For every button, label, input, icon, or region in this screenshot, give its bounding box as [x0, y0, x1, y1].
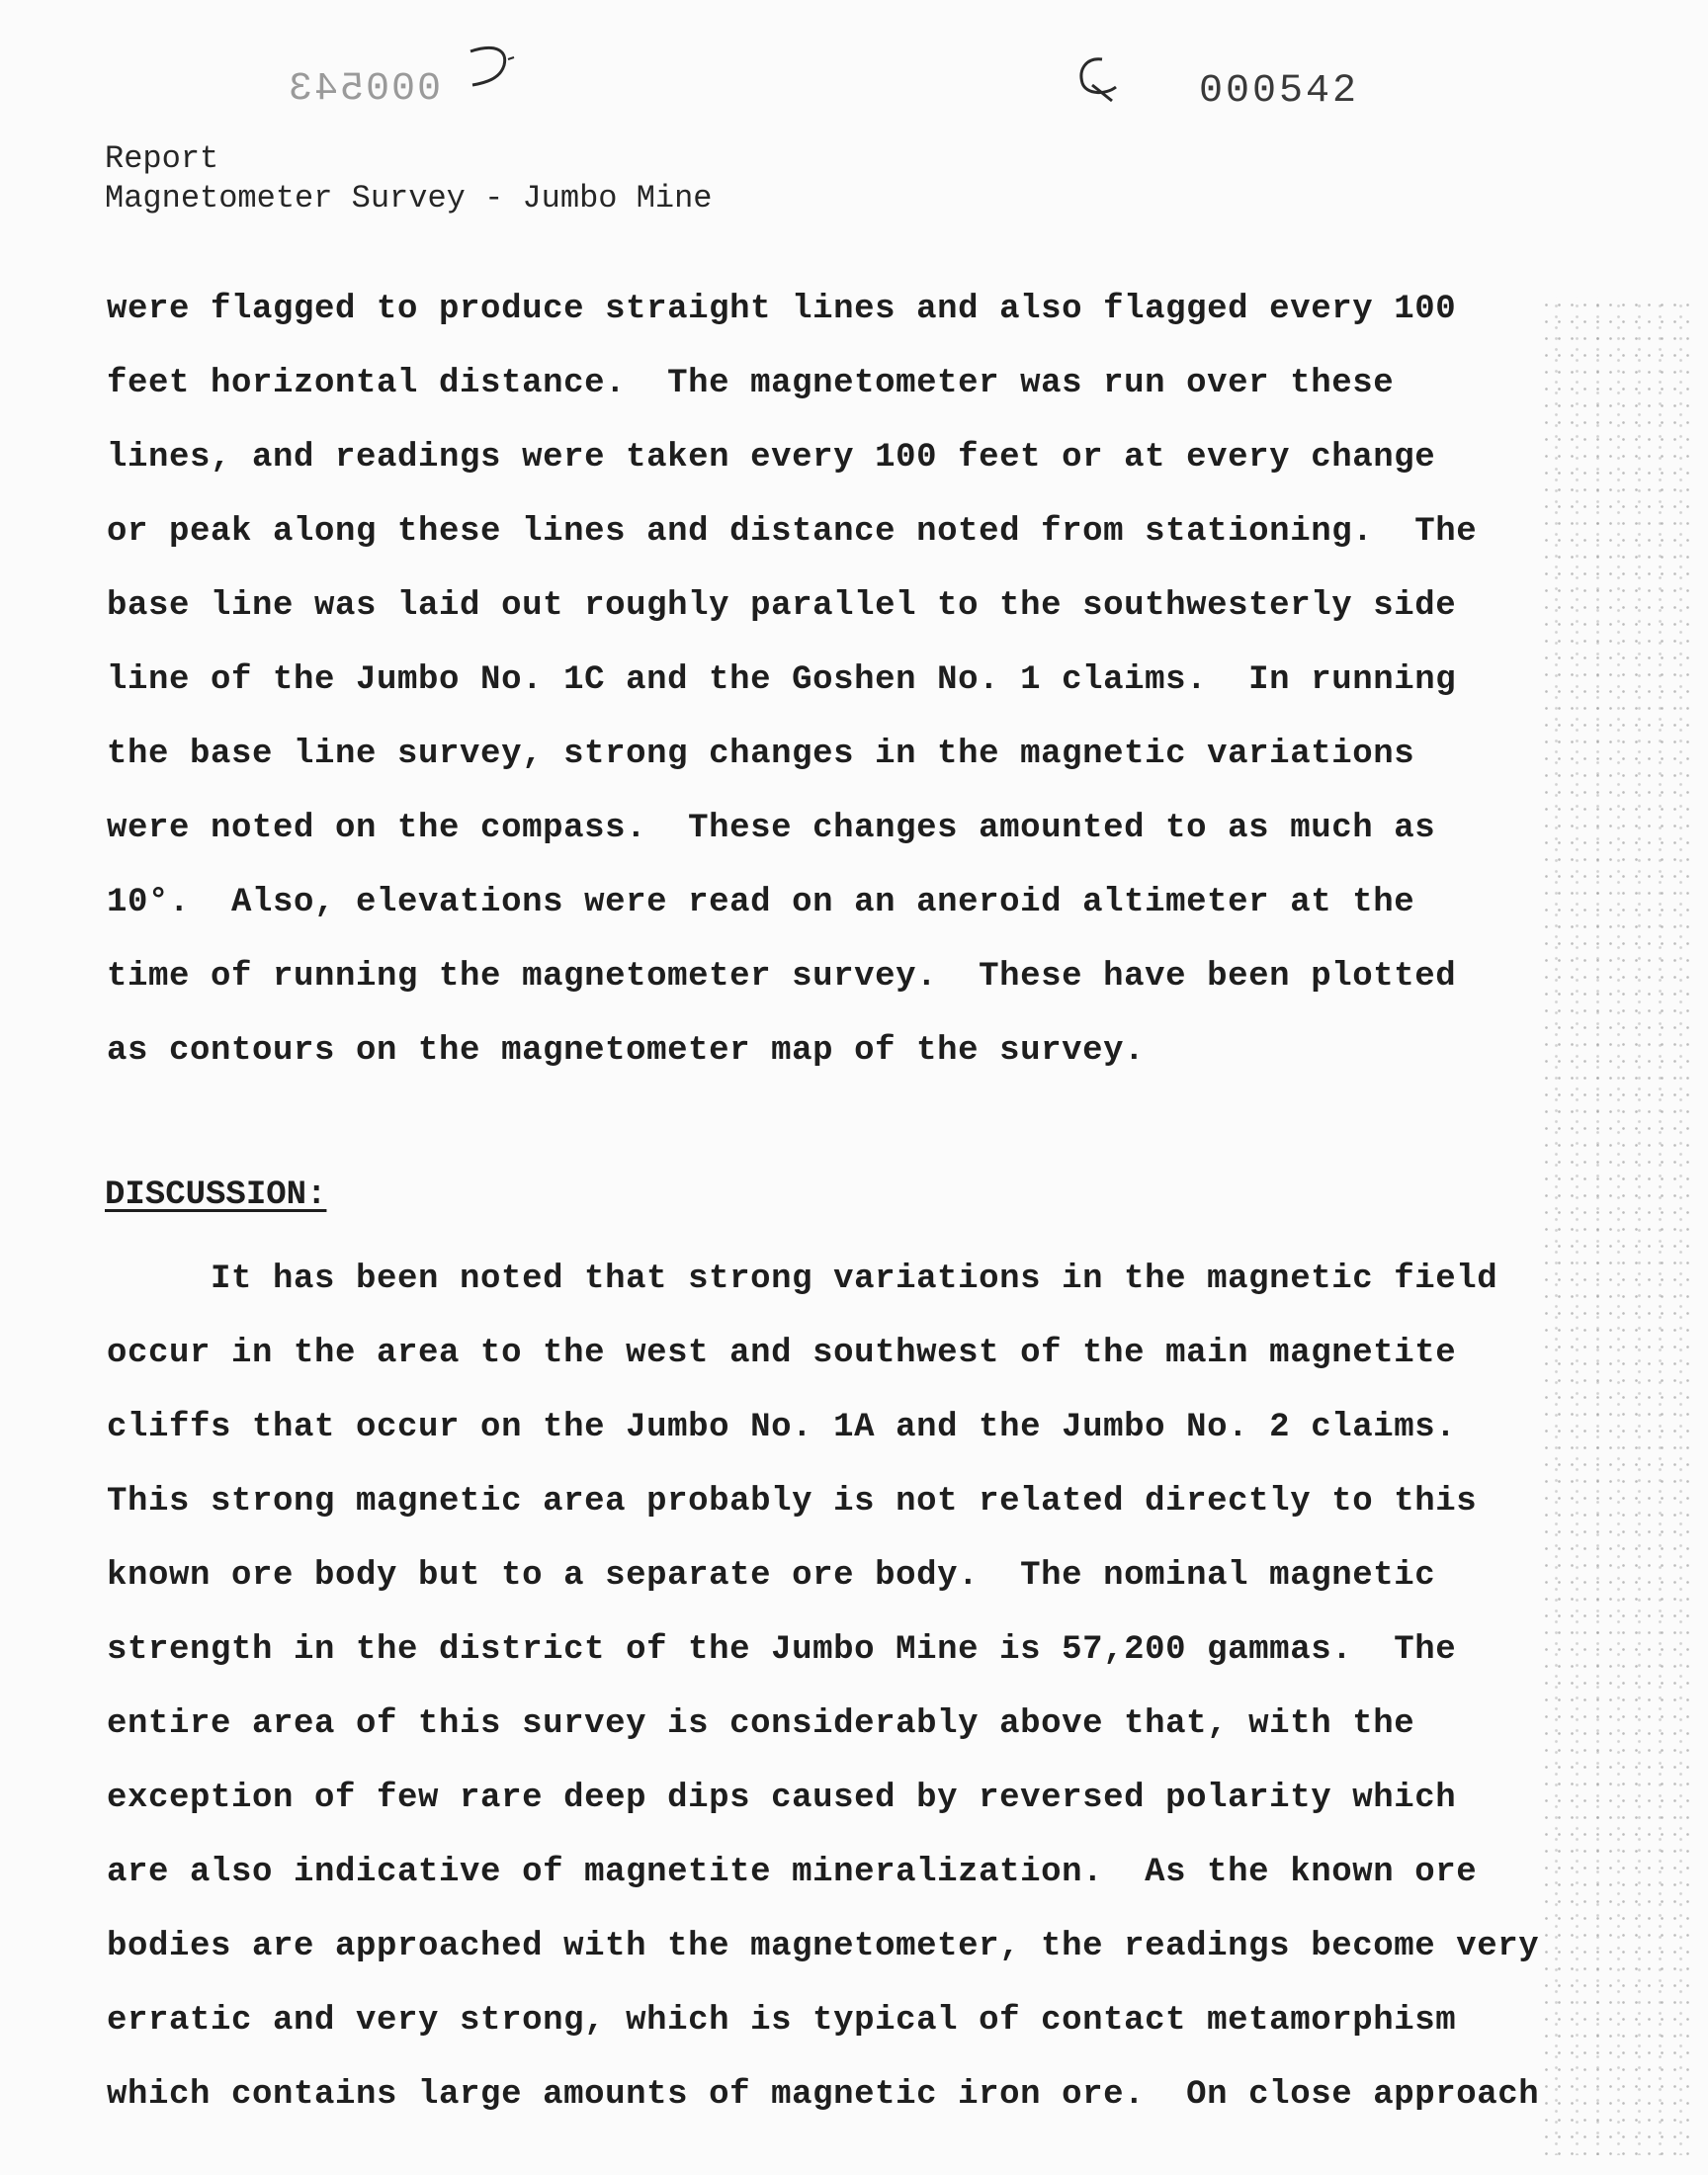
body-paragraph-1	[107, 273, 1649, 1088]
text-line: were noted on the compass. These changes amounted to as much as	[107, 810, 1436, 847]
discussion-paragraph	[107, 1243, 1649, 2132]
text-line: feet horizontal distance. The magnetometer was run over these	[107, 365, 1395, 402]
text-line: which contains large amounts of magnetic iron ore. On close approach	[107, 2076, 1540, 2114]
text-line: were flagged to produce straight lines and also flagged every 100	[107, 291, 1457, 328]
text-line: strength in the district of the Jumbo Mine is 57,200 gammas. The	[107, 1631, 1457, 1669]
text-line: are also indicative of magnetite mineralization. As the known ore	[107, 1854, 1478, 1891]
text-line: entire area of this survey is considerably above that, with the	[107, 1705, 1415, 1743]
text-line: base line was laid out roughly parallel to the southwesterly side	[107, 587, 1457, 625]
mirrored-bleedthrough-number: 000543	[287, 67, 442, 112]
discussion-heading: DISCUSSION:	[105, 1176, 327, 1214]
text-line: or peak along these lines and distance noted from stationing. The	[107, 513, 1478, 551]
text-line: the base line survey, strong changes in the magnetic variations	[107, 736, 1415, 773]
text-line: bodies are approached with the magnetometer, the readings become very	[107, 1928, 1540, 1965]
report-subtitle: Magnetometer Survey - Jumbo Mine	[105, 180, 713, 217]
text-line: known ore body but to a separate ore body. The nominal magnetic	[107, 1557, 1436, 1595]
handwritten-check-icon	[1072, 40, 1161, 119]
text-line: occur in the area to the west and southwest of the main magnetite	[107, 1335, 1457, 1372]
text-line: as contours on the magnetometer map of the survey.	[107, 1032, 1146, 1070]
text-line: lines, and readings were taken every 100 feet or at every change	[107, 439, 1436, 477]
text-line: line of the Jumbo No. 1C and the Goshen No. 1 claims. In running	[107, 661, 1457, 699]
report-title: Report	[105, 140, 219, 177]
text-line: exception of few rare deep dips caused by reversed polarity which	[107, 1780, 1457, 1817]
text-line: It has been noted that strong variations in the magnetic field	[107, 1261, 1498, 1298]
handwritten-mark-icon	[465, 40, 524, 99]
text-line: 10°. Also, elevations were read on an aneroid altimeter at the	[107, 884, 1415, 921]
document-stamp-number: 000542	[1199, 69, 1360, 114]
text-line: cliffs that occur on the Jumbo No. 1A and the Jumbo No. 2 claims.	[107, 1409, 1457, 1446]
text-line: time of running the magnetometer survey. These have been plotted	[107, 958, 1457, 996]
text-line: This strong magnetic area probably is not related directly to this	[107, 1483, 1478, 1521]
text-line: erratic and very strong, which is typical of contact metamorphism	[107, 2002, 1457, 2040]
